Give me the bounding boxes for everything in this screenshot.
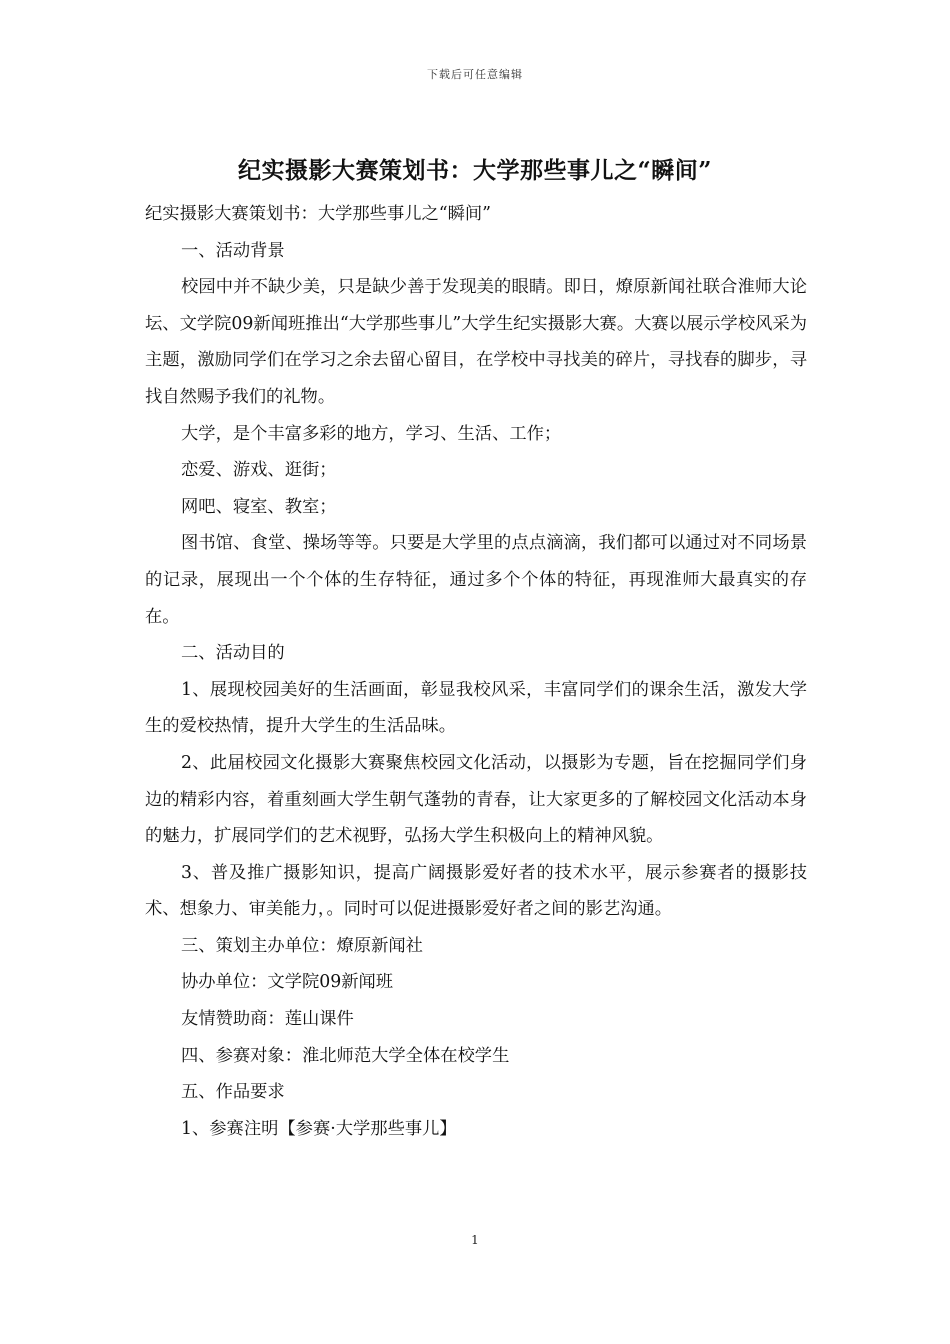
section-heading: 一、活动背景 [181,240,285,261]
document-body [145,196,807,1147]
paragraph: 2、此届校园文化摄影大赛聚焦校园文化活动，以摄影为专题，旨在挖掘同学们身边的精彩内容，着重刻画大学生朝气蓬勃的青春，让大家更多的了解校园文化活动本身的魅力，扩展同学们的艺术视野，弘扬大学生积极向上的精神风貌。 [145,752,807,847]
paragraph: 1、展现校园美好的生活画面，彰显我校风采，丰富同学们的课余生活，激发大学生的爱校热情，提升大学生的生活品味。 [145,679,807,737]
paragraph: 图书馆、食堂、操场等等。只要是大学里的点点滴滴，我们都可以通过对不同场景的记录，展现出一个个体的生存特征，通过多个个体的特征，再现淮师大最真实的存在。 [145,533,807,627]
section-heading: 五、作品要求 [181,1082,285,1103]
page-number: 1 [471,1233,479,1247]
section-heading: 二、活动目的 [181,643,285,664]
paragraph: 协办单位：文学院09新闻班 [181,972,394,993]
paragraph: 友情赞助商：莲山课件 [181,1009,354,1030]
paragraph: 大学，是个丰富多彩的地方，学习、生活、工作； [181,423,562,444]
paragraph: 网吧、寝室、教室； [181,496,337,517]
paragraph: 校园中并不缺少美，只是缺少善于发现美的眼睛。即日，燎原新闻社联合淮师大论坛、文学院09新闻班推出“大学那些事儿”大学生纪实摄影大赛。大赛以展示学校风采为主题，激励同学们在学习之余去留心留目，在学校中寻找美的碎片，寻找春的脚步，寻找自然赐予我们的礼物。 [145,277,807,407]
paragraph: 纪实摄影大赛策划书：大学那些事儿之“瞬间” [145,204,492,224]
document-title: 纪实摄影大赛策划书：大学那些事儿之“瞬间” [238,157,712,184]
header-note: 下载后可任意编辑 [427,68,523,81]
paragraph: 3、普及推广摄影知识，提高广阔摄影爱好者的技术水平，展示参赛者的摄影技术、想象力、审美能力，。同时可以促进摄影爱好者之间的影艺沟通。 [145,862,807,920]
paragraph: 恋爱、游戏、逛街； [181,460,337,481]
section-heading: 四、参赛对象：淮北师范大学全体在校学生 [181,1045,510,1066]
paragraph: 1、参赛注明【参赛·大学那些事儿】 [181,1118,457,1139]
section-heading: 三、策划主办单位：燎原新闻社 [181,935,423,956]
